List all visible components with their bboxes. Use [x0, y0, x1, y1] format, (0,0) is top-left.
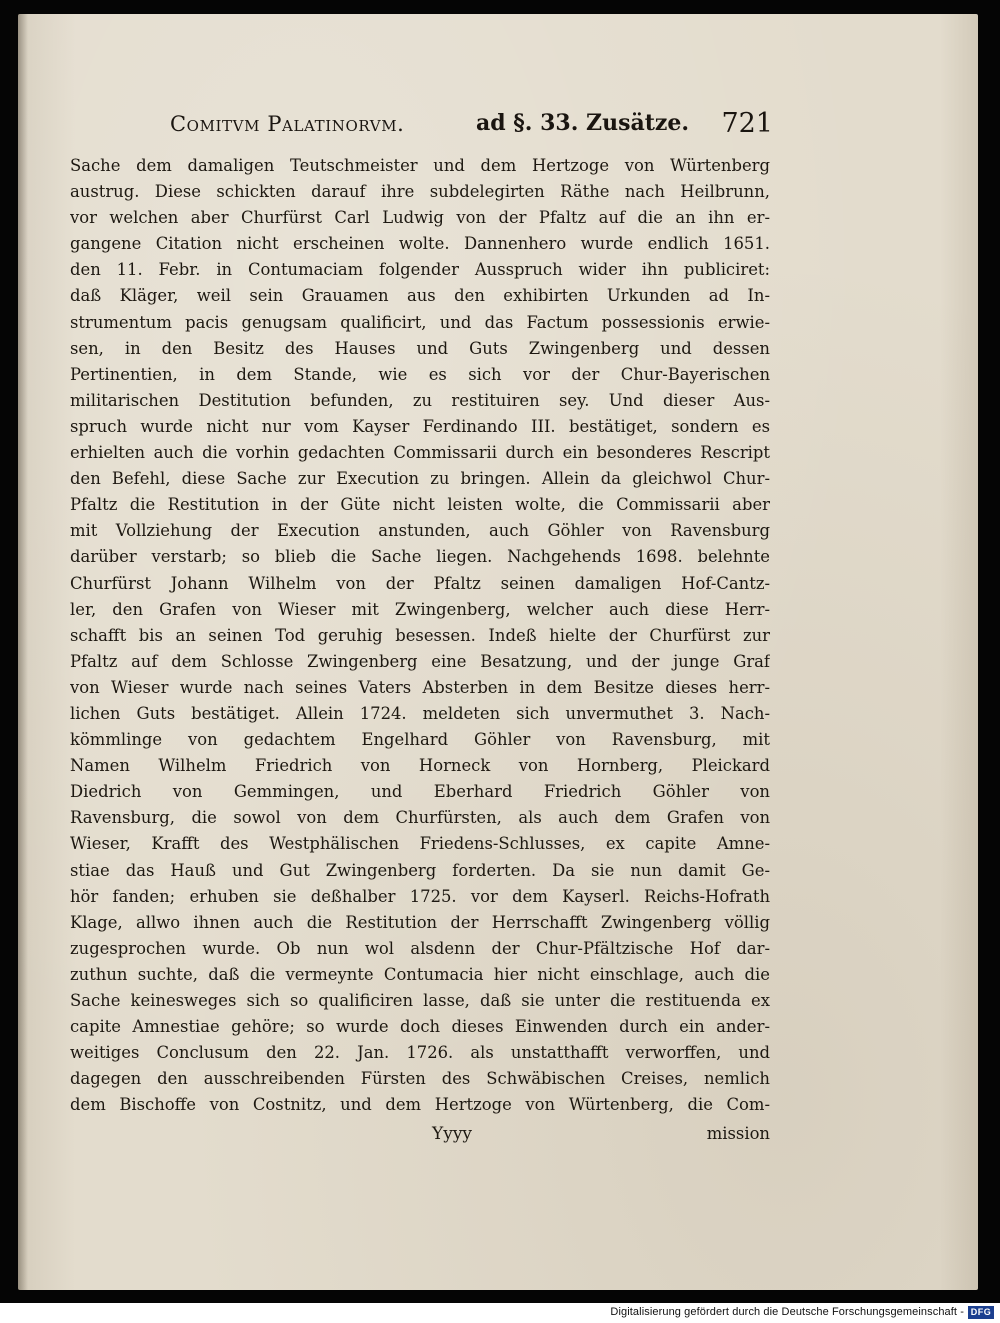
catchword: mission — [706, 1124, 770, 1143]
text-line: Namen Wilhelm Friedrich von Horneck von Hornberg, Pleickard — [70, 756, 770, 776]
page-footer — [70, 1124, 770, 1148]
body-text — [70, 153, 770, 1118]
spine-shadow — [18, 14, 28, 1290]
text-line: den Befehl, diese Sache zur Execution zu bringen. Allein da gleichwol Chur- — [70, 469, 770, 489]
text-line: ler, den Grafen von Wieser mit Zwingenberg, welcher auch diese Herr- — [70, 599, 770, 619]
text-line: gangene Citation nicht erscheinen wolte. Dannenhero wurde endlich 1651. — [70, 234, 770, 254]
running-head — [150, 106, 775, 146]
text-line: dem Bischoffe von Costnitz, und dem Hertzoge von Würtenberg, die Com- — [70, 1095, 770, 1115]
text-line: Pfaltz auf dem Schlosse Zwingenberg eine Besatzung, und der junge Graf — [70, 651, 770, 671]
text-line: Pfaltz die Restitution in der Güte nicht leisten wolte, die Commissarii aber — [70, 495, 770, 515]
text-line: lichen Guts bestätiget. Allein 1724. meldeten sich unvermuthet 3. Nach- — [70, 703, 770, 723]
text-line: militarischen Destitution befunden, zu restituiren sey. Und dieser Aus- — [70, 390, 770, 410]
text-line: zugesprochen wurde. Ob nun wol alsdenn der Chur-Pfältzische Hof dar- — [70, 938, 770, 958]
text-line: sen, in den Besitz des Hauses und Guts Zwingenberg und dessen — [70, 338, 770, 358]
text-line: Sache dem damaligen Teutschmeister und dem Hertzoge von Würtenberg — [70, 156, 770, 175]
text-line: austrug. Diese schickten darauf ihre subdelegirten Räthe nach Heilbrunn, — [70, 182, 770, 202]
running-head-section: ad §. 33. Zusätze. — [476, 110, 690, 136]
text-line: Churfürst Johann Wilhelm von der Pfaltz seinen damaligen Hof-Cantz- — [70, 573, 770, 593]
credit-text: Digitalisierung gefördert durch die Deutsche Forschungsgemeinschaft - — [610, 1306, 964, 1318]
text-line: erhielten auch die vorhin gedachten Commissarii durch ein besonderes Rescript — [70, 443, 770, 463]
text-line: weitiges Conclusum den 22. Jan. 1726. als unstatthafft verworffen, und — [70, 1043, 770, 1063]
text-line: Pertinentien, in dem Stande, wie es sich vor der Chur-Bayerischen — [70, 364, 770, 384]
text-line: hör fanden; erhuben sie deßhalber 1725. vor dem Kayserl. Reichs-Hofrath — [70, 886, 770, 906]
text-line: zuthun suchte, daß die vermeynte Contumacia hier nicht einschlage, auch die — [70, 964, 770, 984]
running-head-title: Comitvm Palatinorvm. — [170, 112, 405, 136]
text-line: dagegen den ausschreibenden Fürsten des Schwäbischen Creises, nemlich — [70, 1069, 770, 1089]
text-line: Klage, allwo ihnen auch die Restitution der Herrschafft Zwingenberg völlig — [70, 912, 770, 932]
text-line: kömmlinge von gedachtem Engelhard Göhler von Ravensburg, mit — [70, 730, 770, 750]
credit-bar — [0, 1303, 1000, 1323]
text-line: Wieser, Krafft des Westphälischen Friedens-Schlusses, ex capite Amne- — [70, 834, 770, 854]
text-line: Ravensburg, die sowol von dem Churfürsten, als auch dem Grafen von — [70, 808, 770, 828]
text-line: vor welchen aber Churfürst Carl Ludwig von der Pfaltz auf die an ihn er- — [70, 208, 770, 228]
text-line: capite Amnestiae gehöre; so wurde doch dieses Einwenden durch ein ander- — [70, 1017, 770, 1037]
text-line: darüber verstarb; so blieb die Sache liegen. Nachgehends 1698. belehnte — [70, 547, 770, 567]
text-line: Sache keinesweges sich so qualificiren lasse, daß sie unter die restituenda ex — [70, 991, 770, 1010]
text-line: von Wieser wurde nach seines Vaters Absterben in dem Besitze dieses herr- — [70, 677, 770, 697]
text-line: den 11. Febr. in Contumaciam folgender Ausspruch wider ihn publiciret: — [70, 260, 770, 280]
page-number: 721 — [721, 108, 773, 139]
text-line: strumentum pacis genugsam qualificirt, und das Factum possessionis erwie- — [70, 312, 770, 332]
text-line: spruch wurde nicht nur vom Kayser Ferdinando III. bestätiget, sondern es — [70, 416, 770, 436]
text-line: schafft bis an seinen Tod geruhig besessen. Indeß hielte der Churfürst zur — [70, 625, 770, 645]
dfg-logo-icon[interactable]: DFG — [968, 1306, 994, 1319]
text-line: stiae das Hauß und Gut Zwingenberg forderten. Da sie nun damit Ge- — [70, 860, 770, 880]
text-line: mit Vollziehung der Execution anstunden, auch Göhler von Ravensburg — [70, 521, 770, 541]
text-line: Diedrich von Gemmingen, und Eberhard Friedrich Göhler von — [70, 782, 770, 802]
text-line: daß Kläger, weil sein Grauamen aus den exhibirten Urkunden ad In- — [70, 286, 770, 306]
signature-mark: Yyyy — [432, 1124, 473, 1144]
